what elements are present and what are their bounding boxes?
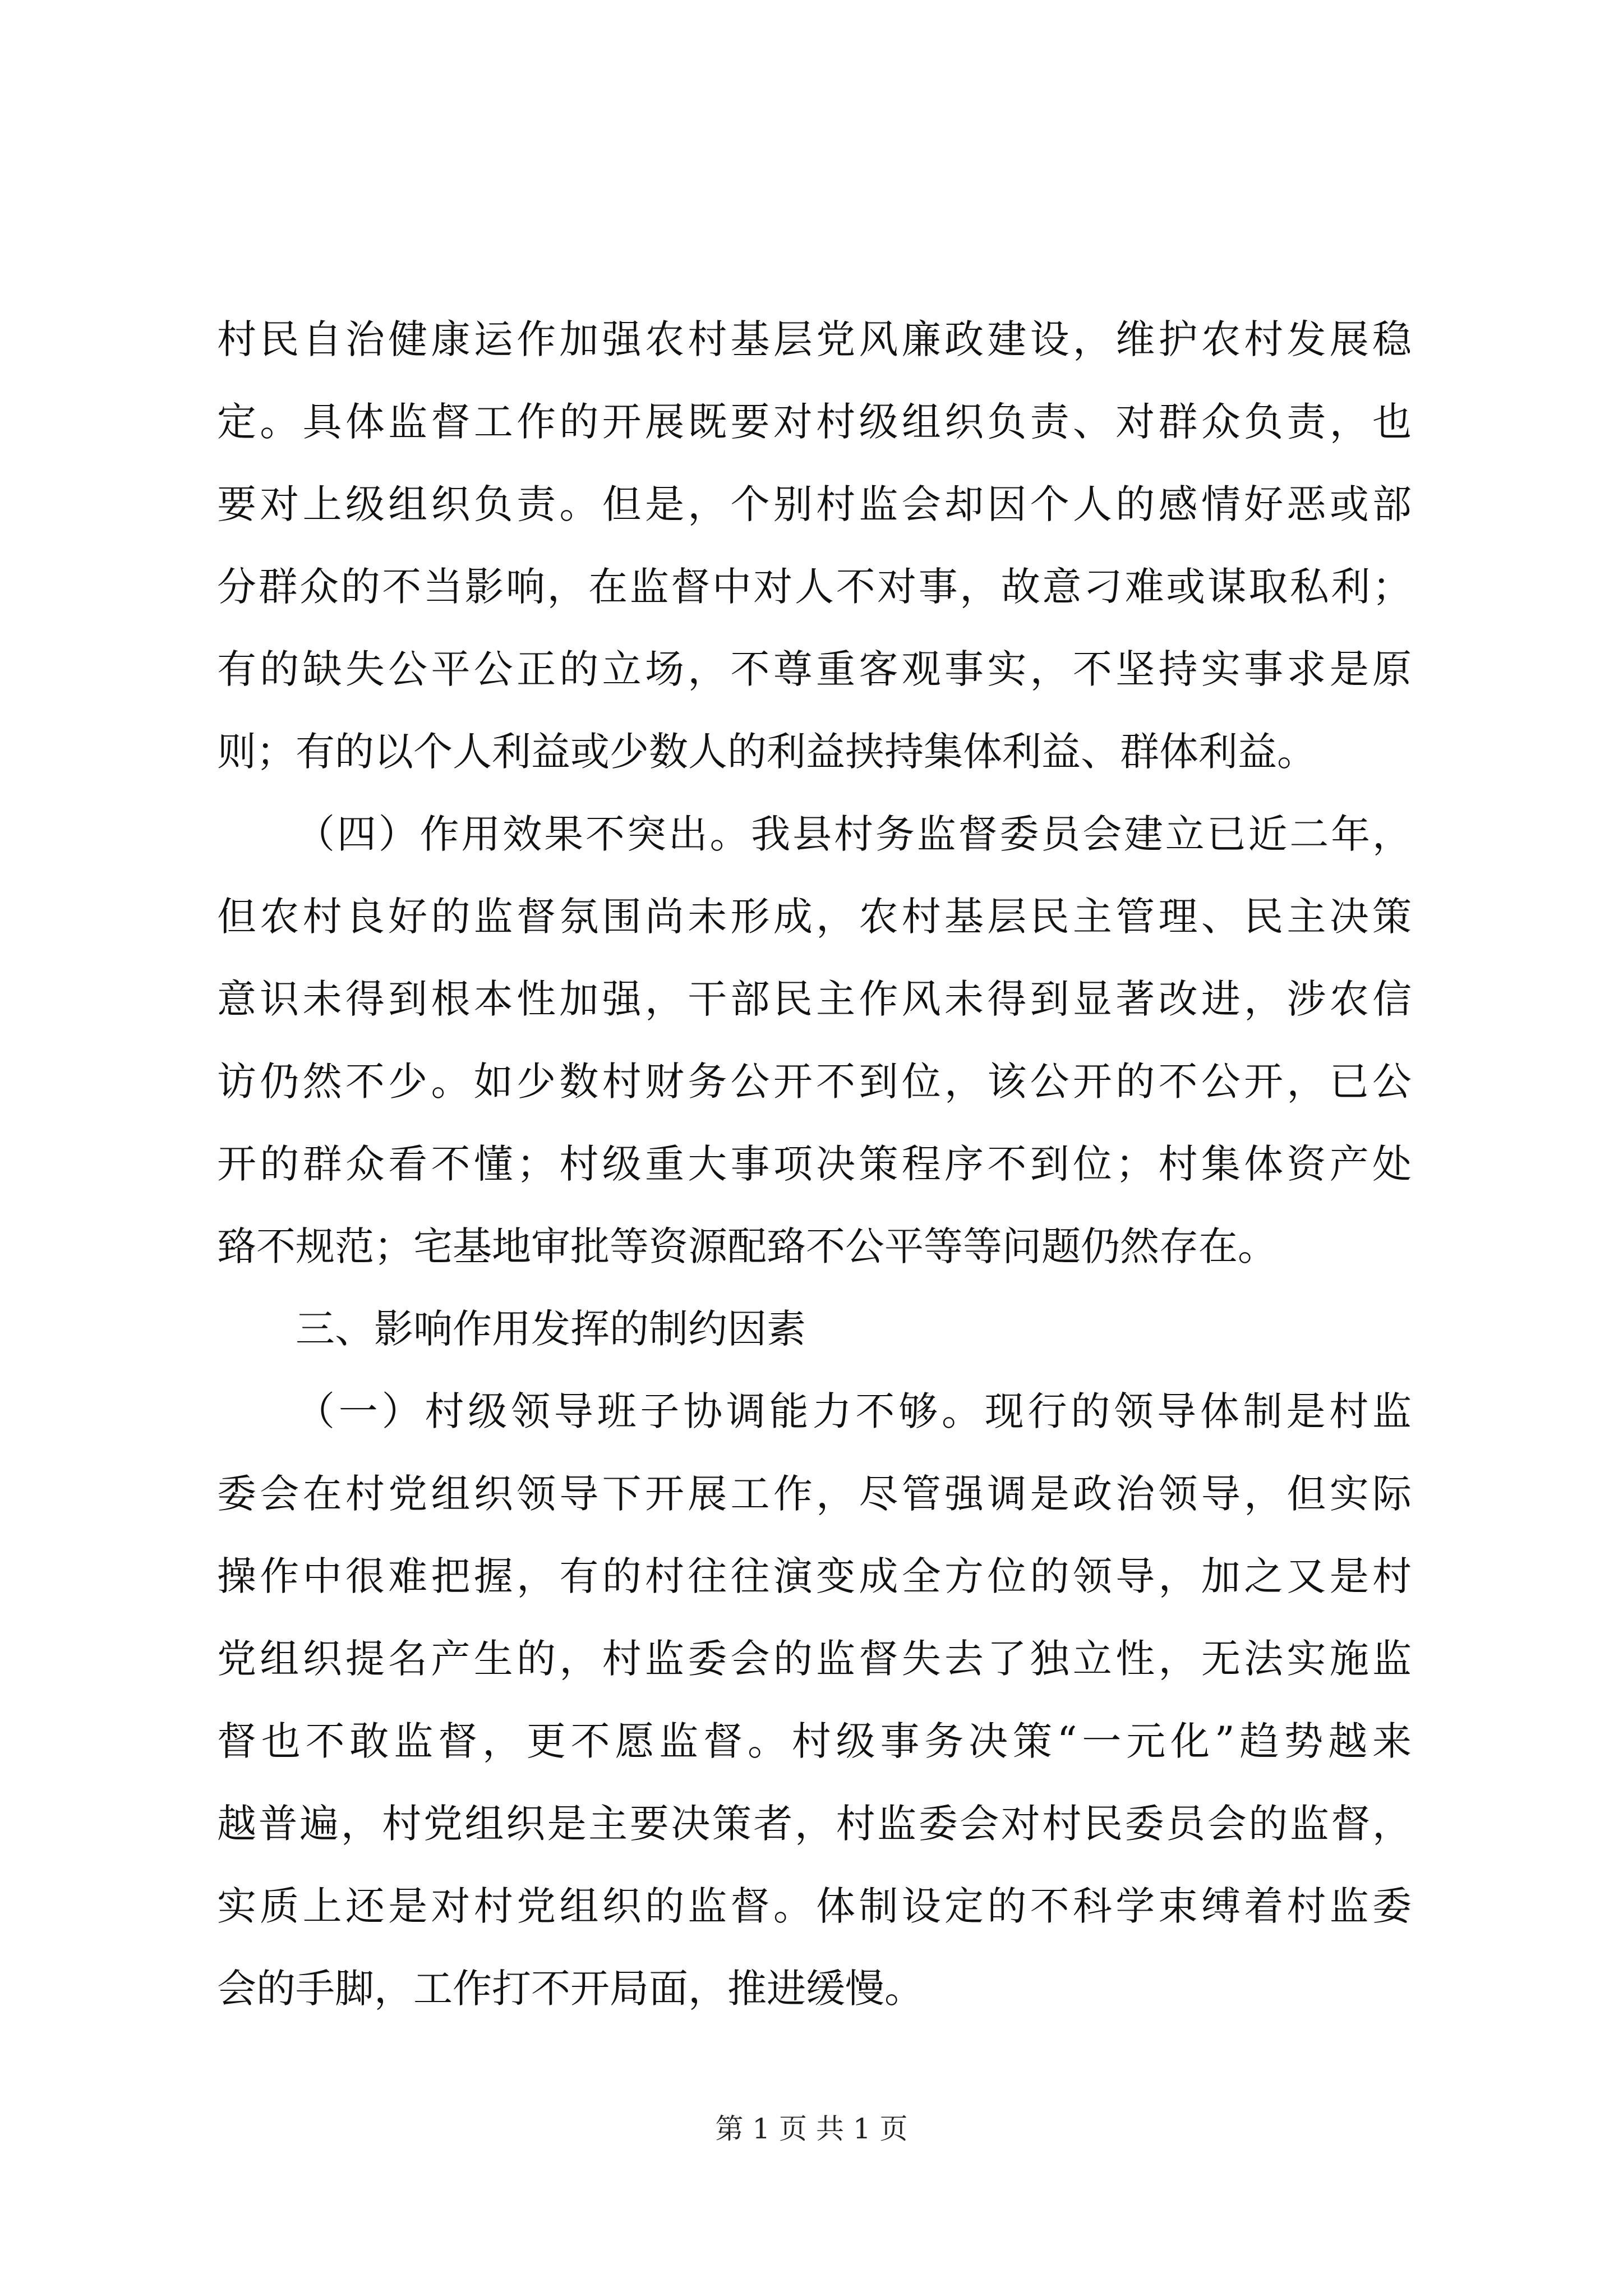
body-text xyxy=(217,298,1412,2030)
text-line: 要对上级组织负责。但是，个别村监会却因个人的感情好恶或部 xyxy=(217,481,1412,527)
text-line: 分群众的不当影响，在监督中对人不对事，故意刁难或谋取私利； xyxy=(217,564,1412,610)
text-line: 会的手脚，工作打不开局面，推进缓慢。 xyxy=(217,1966,924,2012)
text-line: 督也不敢监督，更不愿监督。村级事务决策“一元化”趋势越来 xyxy=(217,1718,1412,1764)
text-line: 党组织提名产生的，村监委会的监督失去了独立性，无法实施监 xyxy=(217,1636,1412,1682)
section-heading: 三、影响作用发挥的制约因素 xyxy=(296,1306,806,1352)
text-line: 臵不规范；宅基地审批等资源配臵不公平等等问题仍然存在。 xyxy=(217,1223,1277,1269)
text-line: 村民自治健康运作加强农村基层党风廉政建设，维护农村发展稳 xyxy=(217,316,1412,362)
text-line: 操作中很难把握，有的村往往演变成全方位的领导，加之又是村 xyxy=(217,1553,1412,1599)
text-line: （四）作用效果不突出。我县村务监督委员会建立已近二年， xyxy=(296,811,1412,857)
text-line: 意识未得到根本性加强，干部民主作风未得到显著改进，涉农信 xyxy=(217,976,1412,1022)
text-line: 定。具体监督工作的开展既要对村级组织负责、对群众负责，也 xyxy=(217,399,1412,445)
text-line: 开的群众看不懂；村级重大事项决策程序不到位；村集体资产处 xyxy=(217,1141,1412,1187)
text-line: 但农村良好的监督氛围尚未形成，农村基层民主管理、民主决策 xyxy=(217,894,1412,940)
page-number-label: 第 1 页 共 1 页 xyxy=(715,2113,908,2145)
text-line: 访仍然不少。如少数村财务公开不到位，该公开的不公开，已公 xyxy=(217,1059,1412,1105)
text-line: 越普遍，村党组织是主要决策者，村监委会对村民委员会的监督， xyxy=(217,1801,1412,1847)
text-line: 实质上还是对村党组织的监督。体制设定的不科学束缚着村监委 xyxy=(217,1883,1412,1929)
page-footer xyxy=(0,2109,1623,2148)
text-line: 则；有的以个人利益或少数人的利益挟持集体利益、群体利益。 xyxy=(217,729,1316,775)
text-line: 有的缺失公平公正的立场，不尊重客观事实，不坚持实事求是原 xyxy=(217,646,1412,692)
text-line: （一）村级领导班子协调能力不够。现行的领导体制是村监 xyxy=(296,1388,1412,1434)
text-line: 委会在村党组织领导下开展工作，尽管强调是政治领导，但实际 xyxy=(217,1471,1412,1517)
